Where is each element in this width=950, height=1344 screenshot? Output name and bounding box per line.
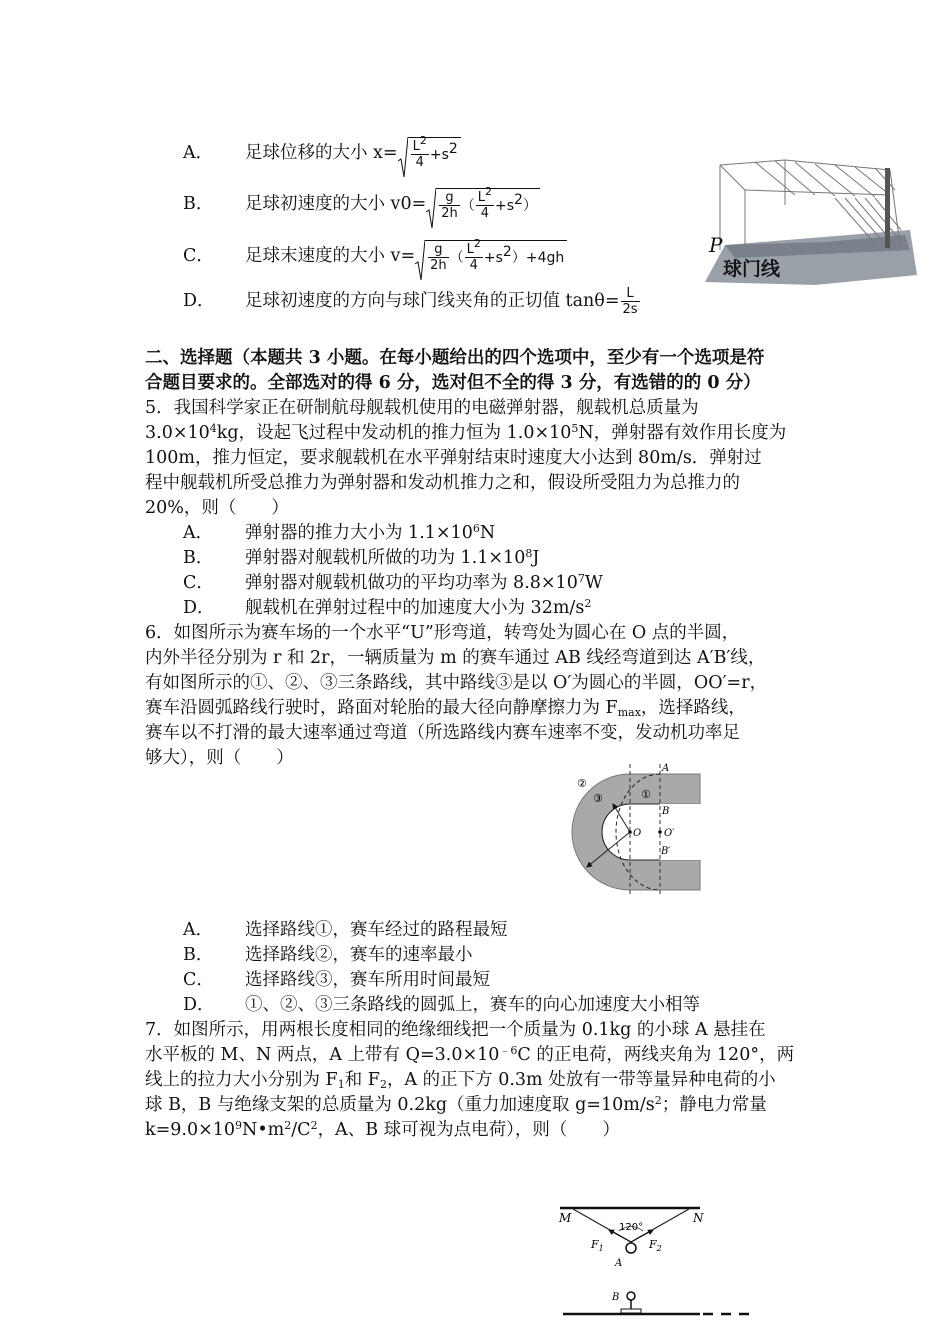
option-label: D． bbox=[183, 291, 215, 311]
goal-figure bbox=[705, 150, 917, 285]
q7-stem-line3: 线上的拉力大小分别为 $F_1$和 $F_2$，A 的正下方 0.3m 处放有一带等量异种电荷的小 bbox=[145, 1070, 776, 1091]
goal-post bbox=[885, 168, 890, 248]
option-text: 足球初速度的大小 v0= bbox=[245, 194, 427, 214]
q5-stem-line2: $3.0\times 10^4kg$，设起飞过程中发动机的推力恒为 $1.0\times 10^5N$，弹射器有效作用长度为 bbox=[145, 422, 787, 443]
q5-stem-line3: 100m，推力恒定，要求舰载机在水平弹射结束时速度大小达到 80m/s．弹射过 bbox=[145, 448, 762, 468]
q5-stem-line1: 5．我国科学家正在研制航母舰载机使用的电磁弹射器，舰载机总质量为 bbox=[145, 398, 699, 418]
option-label: B． bbox=[183, 194, 214, 214]
q6-stem-line3: 有如图所示的①、②、③三条路线，其中路线③是以 O′为圆心的半圆，OO′=r， bbox=[145, 673, 768, 693]
sqrt-formula: $\frac{g}{2h}$ （ $\frac{L^2}{4}$ $+s^2$） bbox=[426, 188, 540, 221]
f1-label: $F_1$ bbox=[591, 1238, 604, 1253]
ball-a bbox=[626, 1243, 636, 1253]
ball-b bbox=[627, 1292, 635, 1300]
section-heading-line1: 二、选择题（本题共 3 小题。在每小题给出的四个选项中，至少有一个选项是符 bbox=[145, 348, 765, 368]
q5-option-c: C． 弹射器对舰载机做功的平均功率为 $8.8\times 10^7W$ bbox=[183, 572, 603, 593]
q4-option-b bbox=[183, 185, 540, 221]
point-b-prime-label: B′ bbox=[661, 846, 671, 857]
point-o-prime-label: O′ bbox=[664, 828, 675, 839]
point-b-label: B bbox=[662, 806, 670, 817]
point-n-label: N bbox=[693, 1211, 704, 1225]
q5-option-a: A． 弹射器的推力大小为 $1.1\times 10^6N$ bbox=[183, 522, 496, 543]
q6-option-d: D． ①、②、③三条路线的圆弧上，赛车的向心加速度大小相等 bbox=[183, 995, 700, 1015]
q7-stem-line5: $k=9.0\times 10^9N•m^2/C^2$，A、B 球可视为点电荷），则（ ） bbox=[145, 1119, 620, 1140]
q7-stem-line1: 7．如图所示，用两根长度相同的绝缘细线把一个质量为 0.1kg 的小球 A 悬挂在 bbox=[145, 1020, 766, 1040]
option-label: A． bbox=[183, 143, 214, 163]
sqrt-formula: $\frac{L^2}{4}$ $+s^2$ bbox=[398, 137, 461, 170]
q5-stem-line5: 20%，则（ ） bbox=[145, 498, 289, 518]
q4-option-c bbox=[183, 237, 567, 273]
q6-option-b: B． 选择路线②，赛车的速率最小 bbox=[183, 945, 473, 965]
point-p-label: P bbox=[709, 233, 723, 257]
q5-stem-line4: 程中舰载机所受总推力为弹射器和发动机推力之和，假设所受阻力为总推力的 bbox=[145, 473, 740, 493]
q4-option-d bbox=[183, 286, 641, 317]
section-heading-line2: 合题目要求的。全部选对的得 6 分，选对但不全的得 3 分，有选错的的 0 分） bbox=[145, 373, 761, 393]
q5-option-b: B． 弹射器对舰载机所做的功为 $1.1\times 10^8J$ bbox=[183, 547, 540, 568]
q4-option-a bbox=[183, 134, 461, 170]
point-m-label: M bbox=[559, 1211, 572, 1225]
q6-option-c: C． 选择路线③，赛车所用时间最短 bbox=[183, 970, 490, 990]
fraction: $\frac{L}{2s}$ bbox=[622, 286, 638, 317]
q7-stem-line2: 水平板的 M、N 两点，A 上带有 $Q=3.0\times 10^{﹣6}C$ 的正电荷，两线夹角为 120°，两 bbox=[145, 1044, 795, 1065]
goal-line-label: 球门线 bbox=[723, 258, 781, 280]
route-1-label: ① bbox=[641, 788, 651, 801]
q6-option-a: A． 选择路线①，赛车经过的路程最短 bbox=[183, 920, 508, 940]
sqrt-formula: $\frac{g}{2h}$ （ $\frac{L^2}{4}$ $+s^2)+4gh$ bbox=[415, 240, 567, 273]
point-b-label: B bbox=[612, 1292, 620, 1303]
option-text: 足球末速度的大小 v= bbox=[245, 246, 416, 266]
stand-base bbox=[621, 1309, 641, 1313]
f2-label: $F_2$ bbox=[649, 1238, 662, 1253]
q6-stem-line5: 赛车以不打滑的最大速率通过弯道（所选路线内赛车速率不变，发动机功率足 bbox=[145, 723, 740, 743]
angle-label: 120° bbox=[619, 1222, 644, 1233]
q6-stem-line1: 6．如图所示为赛车场的一个水平“U”形弯道，转弯处为圆心在 O 点的半圆， bbox=[145, 623, 740, 643]
center-point-o-prime bbox=[658, 830, 662, 834]
point-a-label: A bbox=[662, 763, 670, 774]
option-label: C． bbox=[183, 246, 214, 266]
point-a-label: A bbox=[615, 1258, 623, 1269]
route-3-label: ③ bbox=[593, 792, 603, 805]
radius-arrow-inner bbox=[613, 804, 630, 832]
option-text: 足球初速度的方向与球门线夹角的正切值 tanθ= bbox=[245, 291, 620, 311]
point-o-label: O bbox=[633, 828, 642, 839]
route-2-label: ② bbox=[577, 777, 587, 790]
q5-option-d: D． 舰载机在弹射过程中的加速度大小为 $32m/s^2$ bbox=[183, 597, 592, 618]
option-text: 足球位移的大小 x= bbox=[245, 143, 398, 163]
center-point-o bbox=[628, 830, 632, 834]
hanging-ball-figure bbox=[555, 1200, 755, 1325]
q6-stem-line6: 够大），则（ ） bbox=[145, 748, 294, 768]
q6-stem-line2: 内外半径分别为 r 和 2r，一辆质量为 m 的赛车通过 AB 线经弯道到达 A′B′线， bbox=[145, 648, 766, 668]
q6-stem-line4: 赛车沿圆弧路线行驶时，路面对轮胎的最大径向静摩擦力为 $F_{max}$，选择路线， bbox=[145, 698, 746, 719]
q7-stem-line4: 球 B，B 与绝缘支架的总质量为 0.2kg（重力加速度取 $g=10m/s^2$；静电力常量 bbox=[145, 1094, 767, 1115]
track-figure bbox=[565, 762, 710, 897]
